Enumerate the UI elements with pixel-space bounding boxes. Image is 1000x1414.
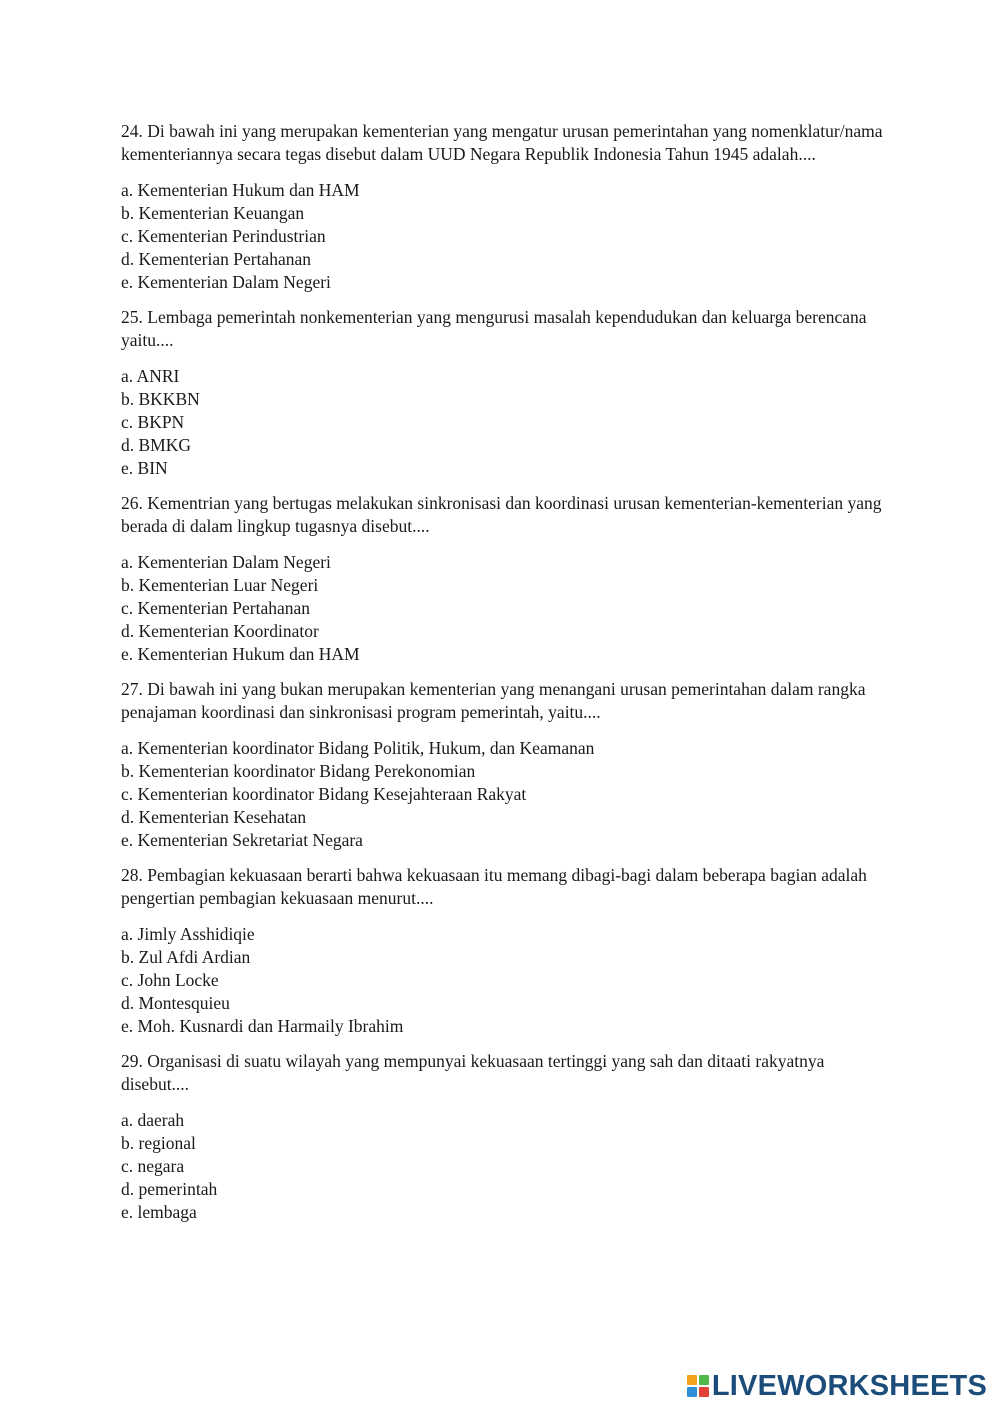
question-text: 29. Organisasi di suatu wilayah yang mempunyai kekuasaan tertinggi yang sah dan ditaati rakyatnya disebut.... bbox=[121, 1051, 825, 1094]
option-e: e. Kementerian Dalam Negeri bbox=[121, 272, 331, 292]
brand-name: LIVEWORKSHEETS bbox=[711, 1370, 987, 1402]
option-list bbox=[121, 923, 891, 1038]
option-a: a. Kementerian Dalam Negeri bbox=[121, 552, 331, 572]
logo-square-l bbox=[687, 1375, 697, 1385]
option-list bbox=[121, 179, 891, 294]
question-25 bbox=[121, 306, 891, 480]
option-e: e. Kementerian Sekretariat Negara bbox=[121, 830, 363, 850]
option-b: b. BKKBN bbox=[121, 389, 200, 409]
logo-square-e bbox=[699, 1387, 709, 1397]
option-c: c. Kementerian koordinator Bidang Kesejahteraan Rakyat bbox=[121, 784, 527, 804]
option-c: c. John Locke bbox=[121, 970, 219, 990]
option-list bbox=[121, 737, 891, 852]
question-text: 26. Kementrian yang bertugas melakukan sinkronisasi dan koordinasi urusan kementerian-kementerian yang berada di dalam lingkup tugasnya disebut.... bbox=[121, 493, 882, 536]
option-list bbox=[121, 1109, 891, 1224]
option-e: e. Kementerian Hukum dan HAM bbox=[121, 644, 360, 664]
option-d: d. BMKG bbox=[121, 435, 192, 455]
option-d: d. Montesquieu bbox=[121, 993, 230, 1013]
option-b: b. Kementerian Keuangan bbox=[121, 203, 305, 223]
question-27 bbox=[121, 678, 891, 852]
option-c: c. Kementerian Perindustrian bbox=[121, 226, 326, 246]
option-c: c. BKPN bbox=[121, 412, 185, 432]
liveworksheets-logo[interactable] bbox=[687, 1371, 987, 1401]
question-text: 27. Di bawah ini yang bukan merupakan kementerian yang menangani urusan pemerintahan dalam rangka penajaman koordinasi dan sinkronisasi program pemerintah, yaitu.... bbox=[121, 679, 866, 722]
option-e: e. Moh. Kusnardi dan Harmaily Ibrahim bbox=[121, 1016, 404, 1036]
option-d: d. pemerintah bbox=[121, 1179, 218, 1199]
option-a: a. Kementerian koordinator Bidang Politik, Hukum, dan Keamanan bbox=[121, 738, 595, 758]
option-c: c. negara bbox=[121, 1156, 185, 1176]
worksheet-page bbox=[121, 120, 891, 1236]
option-e: e. BIN bbox=[121, 458, 168, 478]
option-c: c. Kementerian Pertahanan bbox=[121, 598, 311, 618]
option-a: a. Jimly Asshidiqie bbox=[121, 924, 255, 944]
option-a: a. Kementerian Hukum dan HAM bbox=[121, 180, 360, 200]
question-29 bbox=[121, 1050, 891, 1224]
question-24 bbox=[121, 120, 891, 294]
option-e: e. lembaga bbox=[121, 1202, 197, 1222]
question-28 bbox=[121, 864, 891, 1038]
option-a: a. ANRI bbox=[121, 366, 180, 386]
option-list bbox=[121, 365, 891, 480]
option-d: d. Kementerian Pertahanan bbox=[121, 249, 311, 269]
option-d: d. Kementerian Kesehatan bbox=[121, 807, 307, 827]
question-26 bbox=[121, 492, 891, 666]
option-b: b. regional bbox=[121, 1133, 196, 1153]
option-a: a. daerah bbox=[121, 1110, 185, 1130]
logo-square-v bbox=[687, 1387, 697, 1397]
option-b: b. Kementerian koordinator Bidang Perekonomian bbox=[121, 761, 476, 781]
option-list bbox=[121, 551, 891, 666]
option-b: b. Zul Afdi Ardian bbox=[121, 947, 251, 967]
liveworksheets-logo-icon bbox=[687, 1375, 709, 1397]
question-text: 28. Pembagian kekuasaan berarti bahwa kekuasaan itu memang dibagi-bagi dalam beberapa bagian adalah pengertian pembagian kekuasaan menurut.... bbox=[121, 865, 867, 908]
logo-square-i bbox=[699, 1375, 709, 1385]
option-d: d. Kementerian Koordinator bbox=[121, 621, 319, 641]
option-b: b. Kementerian Luar Negeri bbox=[121, 575, 319, 595]
question-text: 25. Lembaga pemerintah nonkementerian yang mengurusi masalah kependudukan dan keluarga berencana yaitu.... bbox=[121, 307, 867, 350]
question-text: 24. Di bawah ini yang merupakan kementerian yang mengatur urusan pemerintahan yang nomenklatur/nama kementeriannya secara tegas disebut dalam UUD Negara Republik Indonesia Tahun 1945 adalah.... bbox=[121, 121, 883, 164]
